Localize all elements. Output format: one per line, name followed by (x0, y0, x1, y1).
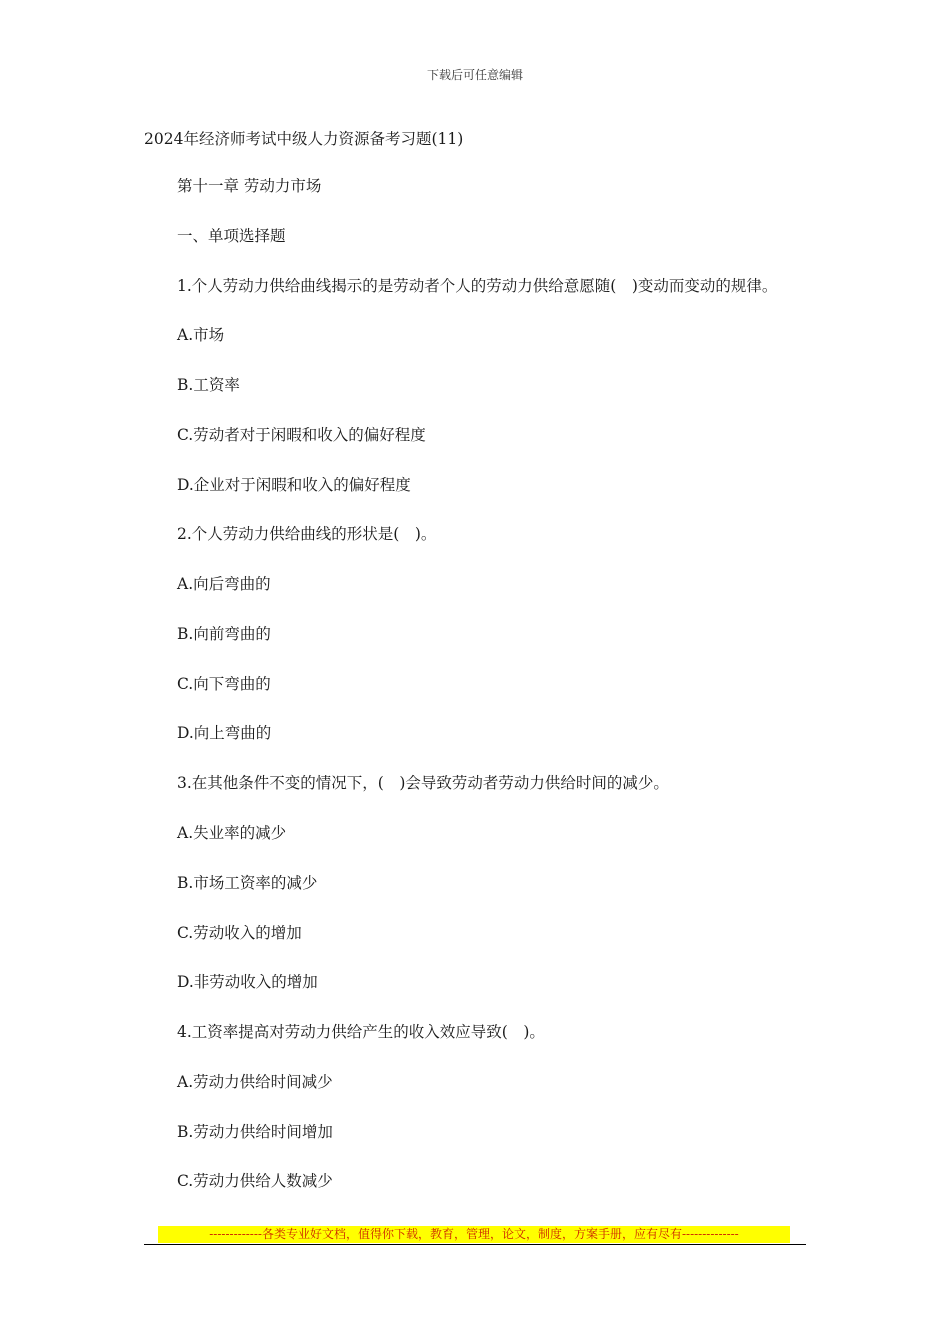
section-heading: 一、单项选择题 (177, 227, 286, 245)
footer-banner: -------------各类专业好文档，值得你下载，教育，管理，论文，制度，方案手册，应有尽有-------------- (158, 1226, 790, 1243)
question-1-option-b: B.工资率 (177, 376, 240, 394)
question-2-option-d: D.向上弯曲的 (177, 724, 272, 742)
question-4-stem: 4.工资率提高对劳动力供给产生的收入效应导致( )。 (177, 1023, 545, 1041)
question-4-option-b: B.劳动力供给时间增加 (177, 1123, 333, 1141)
question-2-option-a: A.向后弯曲的 (177, 575, 271, 593)
question-2-option-b: B.向前弯曲的 (177, 625, 271, 643)
header-note: 下载后可任意编辑 (426, 68, 523, 82)
question-3-option-d: D.非劳动收入的增加 (177, 973, 318, 991)
question-3-option-b: B.市场工资率的减少 (177, 874, 318, 892)
question-1-option-c: C.劳动者对于闲暇和收入的偏好程度 (177, 426, 426, 444)
question-3-stem: 3.在其他条件不变的情况下，( )会导致劳动者劳动力供给时间的减少。 (177, 774, 669, 792)
question-1-stem: 1.个人劳动力供给曲线揭示的是劳动者个人的劳动力供给意愿随( )变动而变动的规律。 (177, 277, 778, 295)
question-3-option-a: A.失业率的减少 (177, 824, 287, 842)
chapter-heading: 第十一章 劳动力市场 (177, 177, 322, 195)
footer-divider (144, 1244, 806, 1245)
question-1-option-a: A.市场 (177, 326, 225, 344)
document-title: 2024年经济师考试中级人力资源备考习题(11) (144, 130, 464, 148)
question-4-option-a: A.劳动力供给时间减少 (177, 1073, 333, 1091)
question-3-option-c: C.劳动收入的增加 (177, 924, 302, 942)
question-4-option-c: C.劳动力供给人数减少 (177, 1172, 333, 1190)
question-2-stem: 2.个人劳动力供给曲线的形状是( )。 (177, 525, 437, 543)
question-2-option-c: C.向下弯曲的 (177, 675, 271, 693)
question-1-option-d: D.企业对于闲暇和收入的偏好程度 (177, 476, 411, 494)
